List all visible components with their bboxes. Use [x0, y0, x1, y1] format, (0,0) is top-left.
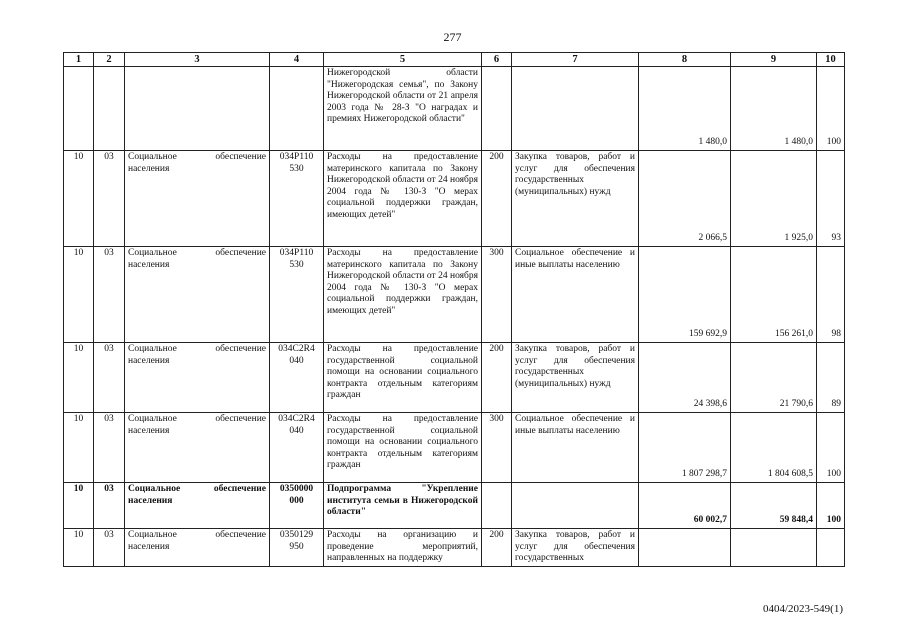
- subsection-code: 03: [94, 151, 125, 247]
- executed-amount: 1 925,0: [731, 151, 817, 247]
- expense-type-code: 200: [482, 529, 512, 567]
- column-header: 8: [639, 53, 731, 67]
- subsection-name: Социальное обеспечение населения: [125, 247, 270, 343]
- subsection-name: [125, 67, 270, 151]
- expense-description: Расходы на предоставление материнского капитала по Закону Нижегородской области от 24 ноября 2004 года № 130-З "О мерах социальной поддержки граждан, имеющих детей": [324, 247, 482, 343]
- expense-type-name: Закупка товаров, работ и услуг для обеспечения государственных (муниципальных) нужд: [512, 343, 639, 413]
- section-code: 10: [64, 343, 94, 413]
- column-header: 6: [482, 53, 512, 67]
- expense-description: Расходы на предоставление государственной социальной помощи на основании социального контракта отдельным категориям граждан: [324, 413, 482, 483]
- expense-type-code: [482, 67, 512, 151]
- column-header: 7: [512, 53, 639, 67]
- target-article-code: 034P110 530: [270, 247, 324, 343]
- planned-amount: 1 480,0: [639, 67, 731, 151]
- document-code: 0404/2023-549(1): [762, 603, 843, 615]
- target-article-code: 0350129 950: [270, 529, 324, 567]
- column-header: 3: [125, 53, 270, 67]
- target-article-code: 034C2R4 040: [270, 343, 324, 413]
- executed-amount: 21 790,6: [731, 343, 817, 413]
- section-code: [64, 67, 94, 151]
- expense-type-name: Закупка товаров, работ и услуг для обеспечения государственных: [512, 529, 639, 567]
- expense-type-name: Закупка товаров, работ и услуг для обеспечения государственных (муниципальных) нужд: [512, 151, 639, 247]
- planned-amount: [639, 529, 731, 567]
- expense-type-name: [512, 483, 639, 529]
- subsection-code: [94, 67, 125, 151]
- subsection-name: Социальное обеспечение населения: [125, 413, 270, 483]
- section-code: 10: [64, 247, 94, 343]
- section-code: 10: [64, 529, 94, 567]
- subsection-name: Социальное обеспечение населения: [125, 529, 270, 567]
- planned-amount: 60 002,7: [639, 483, 731, 529]
- header-row: [64, 53, 845, 67]
- executed-amount: [731, 529, 817, 567]
- planned-amount: 159 692,9: [639, 247, 731, 343]
- page-number: 277: [443, 30, 462, 44]
- execution-percent: 89: [817, 343, 845, 413]
- expense-type-code: 300: [482, 413, 512, 483]
- subsection-code: 03: [94, 413, 125, 483]
- execution-percent: 93: [817, 151, 845, 247]
- subsection-code: 03: [94, 343, 125, 413]
- execution-percent: 98: [817, 247, 845, 343]
- subsection-name: Социальное обеспечение населения: [125, 343, 270, 413]
- planned-amount: 24 398,6: [639, 343, 731, 413]
- execution-percent: [817, 529, 845, 567]
- subsection-name: Социальное обеспечение населения: [125, 151, 270, 247]
- expense-type-code: 200: [482, 151, 512, 247]
- execution-percent: 100: [817, 483, 845, 529]
- subsection-code: 03: [94, 483, 125, 529]
- subsection-name: Социальное обеспечение населения: [125, 483, 270, 529]
- expense-type-code: [482, 483, 512, 529]
- expense-type-name: Социальное обеспечение и иные выплаты населению: [512, 247, 639, 343]
- subsection-code: 03: [94, 247, 125, 343]
- table-row: [64, 67, 845, 151]
- section-code: 10: [64, 413, 94, 483]
- expense-description: Подпрограмма "Укрепление института семьи в Нижегородской области": [324, 483, 482, 529]
- column-header: 4: [270, 53, 324, 67]
- subsection-code: 03: [94, 529, 125, 567]
- table-row-subprogram: [64, 483, 845, 529]
- table-row: [64, 247, 845, 343]
- planned-amount: 1 807 298,7: [639, 413, 731, 483]
- table-row: [64, 343, 845, 413]
- executed-amount: 156 261,0: [731, 247, 817, 343]
- target-article-code: [270, 67, 324, 151]
- expense-description: Расходы на предоставление государственной социальной помощи на основании социального контракта отдельным категориям граждан: [324, 343, 482, 413]
- expense-type-name: Социальное обеспечение и иные выплаты населению: [512, 413, 639, 483]
- expense-type-name: [512, 67, 639, 151]
- column-header: 1: [64, 53, 94, 67]
- executed-amount: 1 804 608,5: [731, 413, 817, 483]
- target-article-code: 034P110 530: [270, 151, 324, 247]
- table-row: [64, 413, 845, 483]
- table-row: [64, 151, 845, 247]
- expense-description: Расходы на организацию и проведение мероприятий, направленных на поддержку: [324, 529, 482, 567]
- column-header: 10: [817, 53, 845, 67]
- column-header: 2: [94, 53, 125, 67]
- section-code: 10: [64, 151, 94, 247]
- executed-amount: 59 848,4: [731, 483, 817, 529]
- column-header: 9: [731, 53, 817, 67]
- execution-percent: 100: [817, 67, 845, 151]
- executed-amount: 1 480,0: [731, 67, 817, 151]
- expense-type-code: 200: [482, 343, 512, 413]
- expense-description: Расходы на предоставление материнского капитала по Закону Нижегородской области от 24 ноября 2004 года № 130-З "О мерах социальной поддержки граждан, имеющих детей": [324, 151, 482, 247]
- section-code: 10: [64, 483, 94, 529]
- planned-amount: 2 066,5: [639, 151, 731, 247]
- target-article-code: 0350000 000: [270, 483, 324, 529]
- target-article-code: 034C2R4 040: [270, 413, 324, 483]
- expense-description: Нижегородской области "Нижегородская семья", по Закону Нижегородской области от 21 апреля 2003 года № 28-З "О наградах и премиях Нижегородской области": [324, 67, 482, 151]
- execution-percent: 100: [817, 413, 845, 483]
- table-row: [64, 529, 845, 567]
- expense-type-code: 300: [482, 247, 512, 343]
- budget-table: [63, 52, 845, 567]
- column-header: 5: [324, 53, 482, 67]
